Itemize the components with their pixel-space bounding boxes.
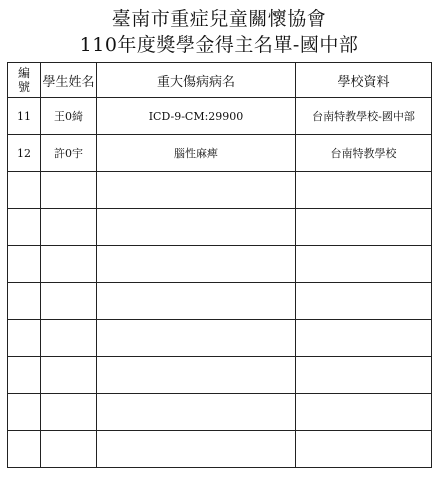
cell-number (8, 283, 41, 320)
cell-student-name (41, 431, 97, 468)
cell-illness-name: 腦性麻痺 (97, 135, 296, 172)
cell-school-info (296, 394, 432, 431)
table-row (8, 135, 432, 172)
table-row (8, 209, 432, 246)
cell-school-info (296, 246, 432, 283)
table-body (8, 98, 432, 468)
cell-number (8, 431, 41, 468)
cell-school-info (296, 357, 432, 394)
cell-illness-name (97, 394, 296, 431)
table-row (8, 357, 432, 394)
list-title: 110年度獎學金得主名單-國中部 (79, 34, 359, 56)
cell-student-name (41, 394, 97, 431)
cell-number (8, 246, 41, 283)
cell-illness-name (97, 431, 296, 468)
cell-illness-name (97, 283, 296, 320)
header-number (8, 63, 41, 98)
table-row (8, 394, 432, 431)
cell-illness-name (97, 357, 296, 394)
header-student-name: 學生姓名 (41, 63, 97, 98)
cell-student-name (41, 246, 97, 283)
organization-title: 臺南市重症兒童關懷協會 (111, 8, 327, 30)
cell-illness-name (97, 172, 296, 209)
cell-number (8, 320, 41, 357)
cell-school-info (296, 431, 432, 468)
table-header-row (8, 63, 432, 98)
cell-student-name (41, 283, 97, 320)
cell-illness-name (97, 246, 296, 283)
cell-school-info (296, 283, 432, 320)
header-number-char1: 編 (17, 66, 30, 80)
table-row (8, 246, 432, 283)
cell-school-info (296, 209, 432, 246)
cell-number (8, 209, 41, 246)
cell-student-name (41, 172, 97, 209)
cell-number: 12 (8, 135, 41, 172)
scholarship-table (7, 62, 432, 468)
cell-school-info (296, 172, 432, 209)
table-row (8, 283, 432, 320)
cell-school-info: 台南特教學校 (296, 135, 432, 172)
cell-student-name: 王0綺 (41, 98, 97, 135)
cell-number (8, 394, 41, 431)
table-row (8, 320, 432, 357)
header-number-char2: 號 (17, 80, 30, 94)
cell-student-name (41, 357, 97, 394)
document-header (0, 6, 438, 58)
table-row (8, 172, 432, 209)
cell-school-info (296, 320, 432, 357)
cell-number (8, 172, 41, 209)
cell-illness-name (97, 320, 296, 357)
table-row (8, 431, 432, 468)
cell-student-name (41, 320, 97, 357)
cell-number: 11 (8, 98, 41, 135)
cell-school-info: 台南特教學校-國中部 (296, 98, 432, 135)
header-school-info: 學校資料 (296, 63, 432, 98)
cell-illness-name (97, 209, 296, 246)
table-row (8, 98, 432, 135)
header-illness-name: 重大傷病病名 (97, 63, 296, 98)
cell-illness-name: ICD-9-CM:29900 (97, 98, 296, 135)
cell-student-name (41, 209, 97, 246)
cell-number (8, 357, 41, 394)
cell-student-name: 許0宇 (41, 135, 97, 172)
